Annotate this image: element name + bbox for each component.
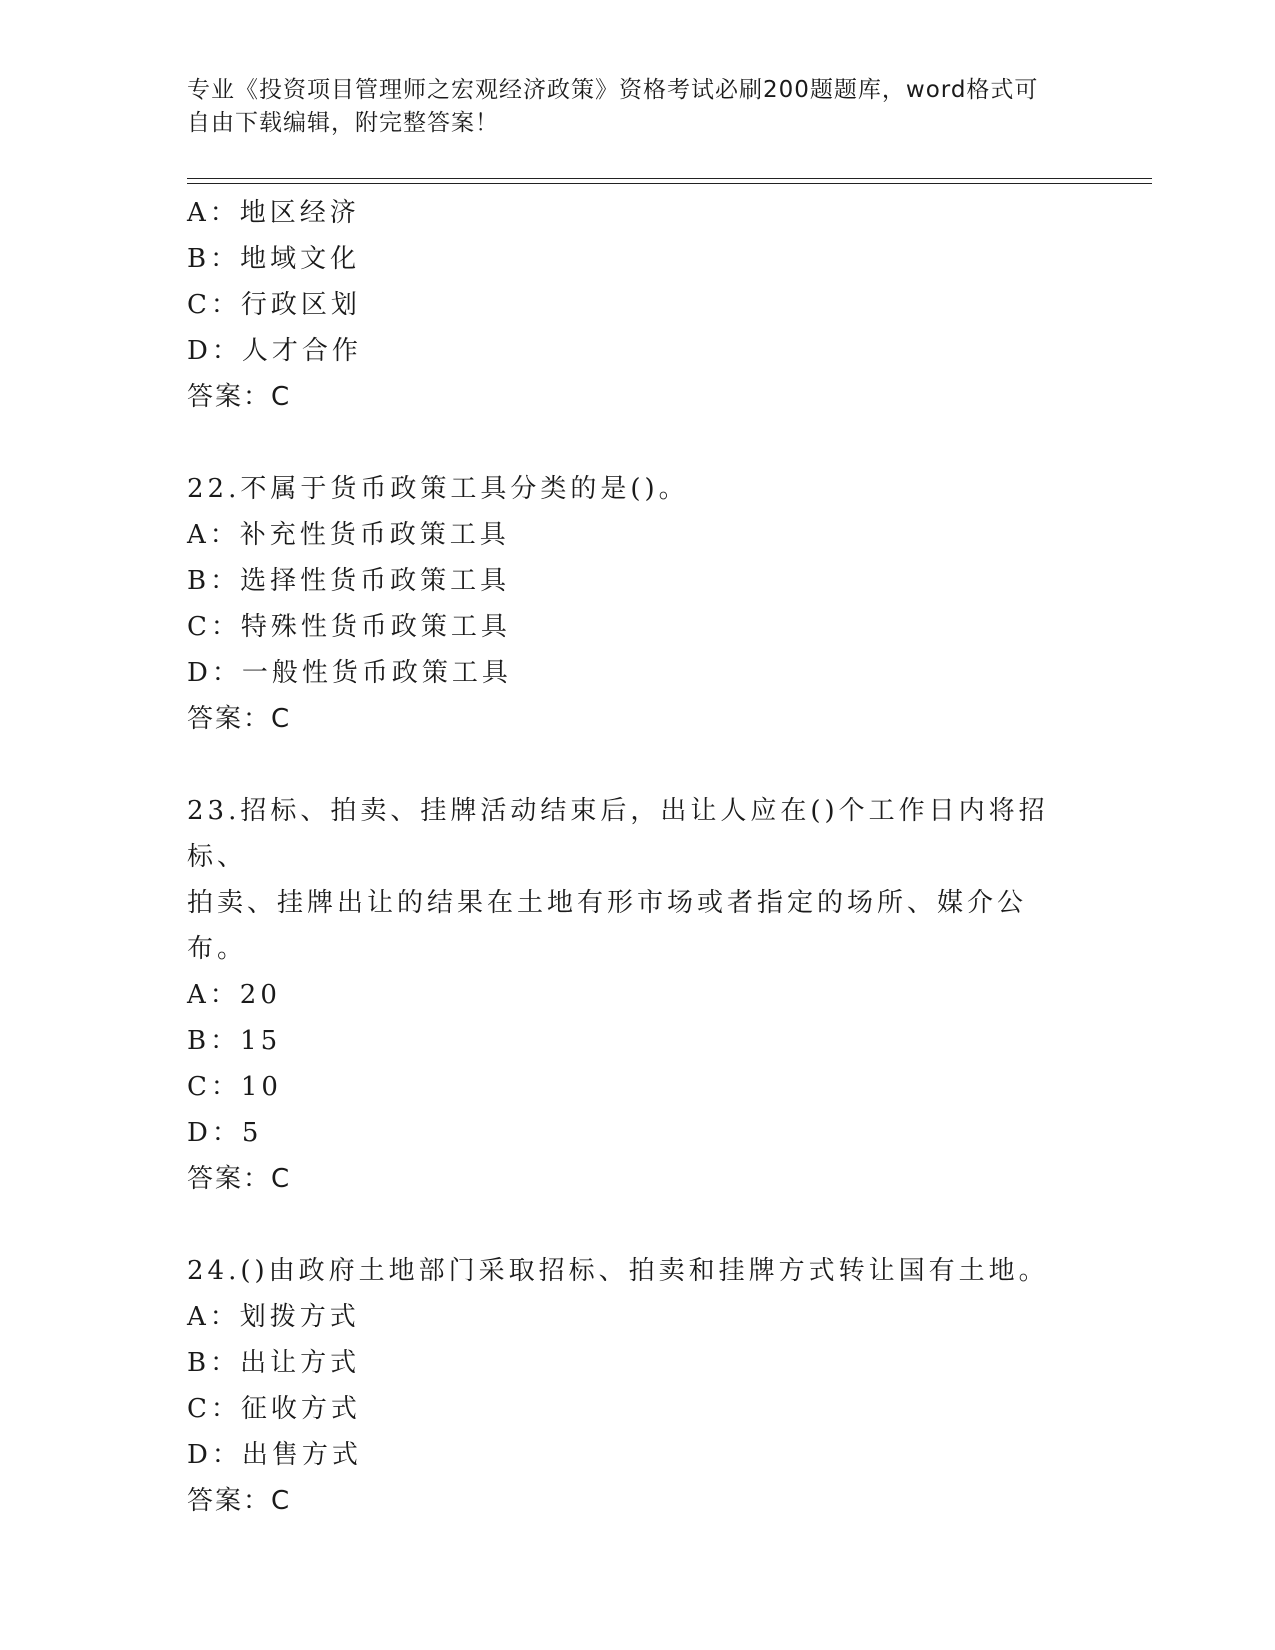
- question-text: 24.()由政府土地部门采取招标、拍卖和挂牌方式转让国有土地。: [187, 1256, 1049, 1286]
- question-24: [187, 1248, 1147, 1524]
- option-a: A：划拨方式: [187, 1302, 360, 1332]
- question-text-line-1: 23.招标、拍卖、挂牌活动结束后，出让人应在()个工作日内将招标、: [187, 796, 1049, 872]
- option-b: B：出让方式: [187, 1348, 361, 1378]
- option-c: C：特殊性货币政策工具: [187, 612, 511, 642]
- question-23: [187, 788, 1147, 1202]
- option-a: A：20: [187, 980, 281, 1010]
- document-header: [187, 74, 1087, 140]
- answer: 答案：C: [187, 1164, 292, 1194]
- header-line-2: 自由下载编辑，附完整答案！: [187, 110, 499, 136]
- spacer: [187, 420, 1147, 466]
- option-b: B：地域文化: [187, 244, 361, 274]
- option-d: D：出售方式: [187, 1440, 362, 1470]
- option-d: D：人才合作: [187, 336, 362, 366]
- question-text: 22.不属于货币政策工具分类的是()。: [187, 474, 689, 504]
- spacer: [187, 742, 1147, 788]
- question-content: [187, 190, 1147, 1524]
- option-c: C：行政区划: [187, 290, 361, 320]
- option-b: B：15: [187, 1026, 282, 1056]
- option-a: A：地区经济: [187, 198, 360, 228]
- header-rule-bottom: [187, 183, 1152, 184]
- option-d: D：5: [187, 1118, 263, 1148]
- question-text-line-2: 拍卖、挂牌出让的结果在土地有形市场或者指定的场所、媒介公布。: [187, 888, 1028, 964]
- spacer: [187, 1202, 1147, 1248]
- answer: 答案：C: [187, 1486, 292, 1516]
- option-c: C：10: [187, 1072, 282, 1102]
- option-a: A：补充性货币政策工具: [187, 520, 510, 550]
- question-22: [187, 466, 1147, 742]
- answer: 答案：C: [187, 704, 292, 734]
- answer: 答案：C: [187, 382, 292, 412]
- header-line-1: 专业《投资项目管理师之宏观经济政策》资格考试必刷200题题库，word格式可: [187, 77, 1039, 103]
- header-rule-top: [187, 178, 1152, 179]
- option-d: D：一般性货币政策工具: [187, 658, 512, 688]
- option-b: B：选择性货币政策工具: [187, 566, 511, 596]
- question-21-continued: [187, 190, 1147, 420]
- option-c: C：征收方式: [187, 1394, 361, 1424]
